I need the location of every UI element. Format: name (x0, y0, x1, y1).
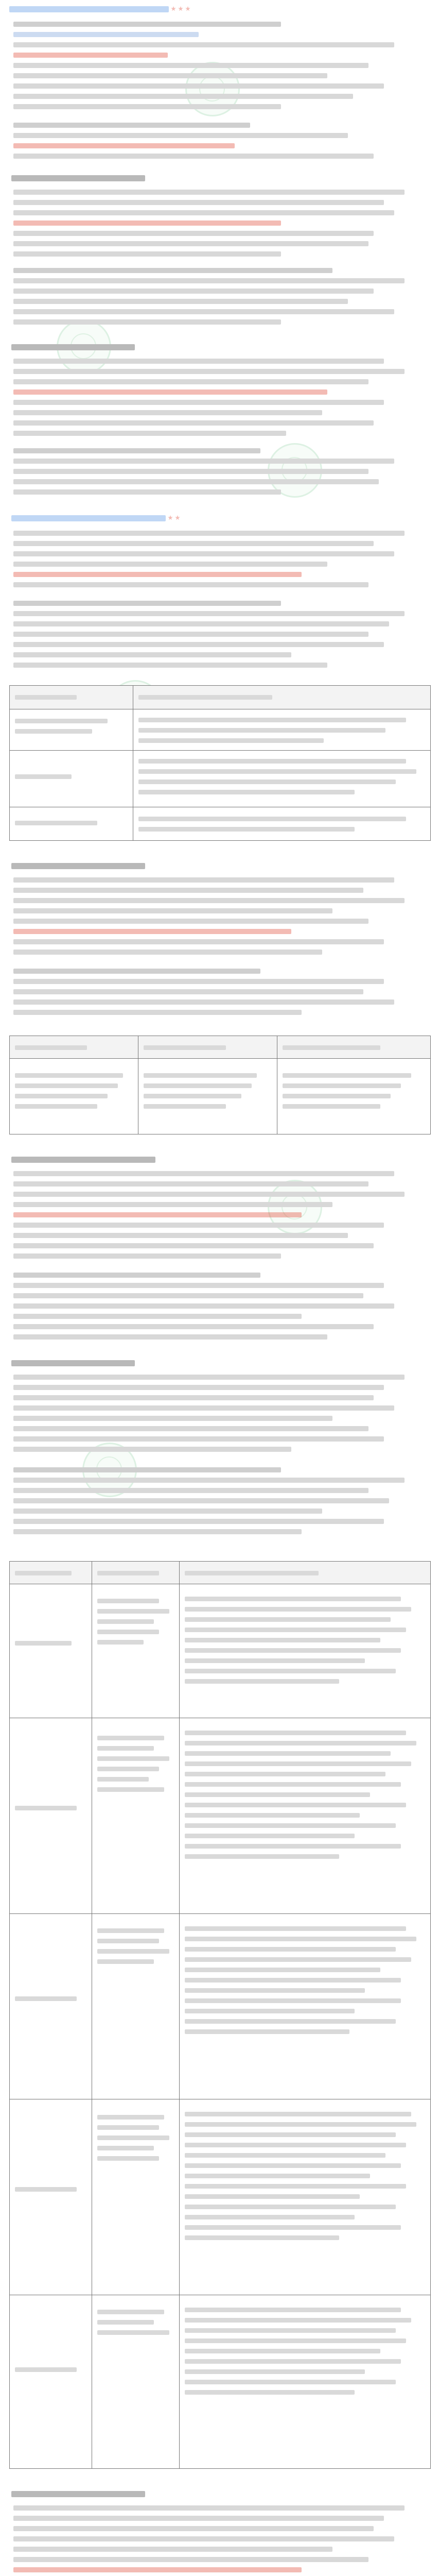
section-heading (11, 515, 166, 521)
table-header-cell (133, 686, 430, 709)
table-cell-text (185, 2225, 401, 2230)
table-cell-text (97, 1959, 154, 1964)
section-heading (11, 863, 145, 869)
table-cell-text (185, 1751, 391, 1756)
list-item (13, 1303, 394, 1309)
table-cell-text (185, 1782, 401, 1787)
table-cell-text (185, 2205, 396, 2209)
paragraph (13, 2547, 332, 2552)
paragraph (13, 123, 250, 128)
table-cell-text (15, 719, 108, 723)
paragraph (13, 1223, 384, 1228)
table-cell-text (185, 2308, 401, 2312)
paragraph (13, 200, 384, 205)
paragraph (13, 919, 368, 924)
table-cell-text (185, 1988, 365, 1993)
table-cell (180, 2295, 430, 2468)
table-cell-text (185, 1607, 411, 1612)
table-cell-text (185, 2184, 406, 2189)
list-item (13, 999, 394, 1005)
table-cell-text (185, 1638, 380, 1642)
page-title (9, 6, 169, 12)
paragraph (13, 133, 348, 138)
table-cell (10, 2099, 92, 2295)
paragraph (13, 1416, 332, 1421)
table-cell-text (144, 1083, 252, 1088)
list-item (13, 1324, 374, 1329)
paragraph (13, 1426, 368, 1431)
table-header-cell (277, 1036, 430, 1059)
table-cell-text (97, 1767, 159, 1771)
table-cell-text (138, 827, 355, 832)
table-cell-text (97, 1777, 149, 1782)
table-cell-text (185, 2380, 396, 2384)
table-cell (180, 1718, 430, 1914)
table-1 (9, 685, 431, 841)
list-item (13, 479, 379, 484)
table-cell (10, 1718, 92, 1914)
table-cell-text (97, 2320, 154, 2325)
table-cell-text (185, 1772, 385, 1776)
paragraph (13, 42, 394, 47)
paragraph-highlight (13, 143, 235, 148)
table-cell-text (185, 1957, 411, 1962)
list-item (13, 299, 348, 304)
paragraph (13, 231, 374, 236)
table-cell-text (185, 1844, 401, 1849)
table-cell-text (97, 1609, 169, 1614)
table-cell-text (283, 1094, 391, 1098)
list-item (13, 459, 394, 464)
table-cell-text (185, 2153, 385, 2158)
table-cell-text (138, 728, 385, 733)
paragraph (13, 379, 368, 384)
star-icon (185, 6, 190, 11)
section-heading (11, 175, 145, 181)
paragraph (13, 104, 281, 109)
paragraph (13, 190, 405, 195)
paragraph (13, 1171, 394, 1176)
table-cell-text (185, 1968, 380, 1972)
table-cell-text (185, 2019, 396, 2024)
table-3 (9, 1561, 431, 2469)
list-item (13, 969, 260, 974)
table-cell-text (97, 1640, 144, 1645)
table-header-text (15, 695, 77, 700)
table-cell-text (185, 2235, 339, 2240)
paragraph-highlight (13, 32, 199, 37)
paragraph-highlight (13, 929, 291, 934)
table-2 (9, 1036, 431, 1134)
table-cell (133, 751, 430, 807)
paragraph (13, 1436, 384, 1442)
paragraph (13, 83, 384, 89)
paragraph (13, 939, 384, 944)
list-item (13, 663, 327, 668)
table-cell (10, 807, 133, 840)
table-cell-text (185, 1679, 339, 1684)
table-cell-text (185, 1761, 411, 1766)
table-cell-text (185, 2338, 406, 2343)
list-item (13, 289, 374, 294)
table-cell-text (185, 1597, 401, 1601)
table-cell-text (283, 1073, 411, 1078)
paragraph (13, 541, 374, 546)
paragraph (13, 551, 394, 556)
table-cell-text (138, 738, 324, 743)
table-header-text (185, 1571, 319, 1575)
paragraph (13, 562, 327, 567)
table-cell-text (138, 817, 406, 821)
table-cell-text (185, 2318, 411, 2323)
paragraph (13, 210, 394, 215)
paragraph (13, 94, 353, 99)
table-cell-text (97, 1756, 169, 1761)
list-item (13, 309, 394, 314)
paragraph (13, 154, 374, 159)
table-cell-text (97, 2330, 169, 2335)
paragraph-highlight (13, 221, 281, 226)
table-cell-text (185, 2143, 406, 2147)
list-item (13, 319, 281, 325)
table-cell (10, 709, 133, 751)
table-cell (92, 1718, 180, 1914)
table-header-cell (138, 1036, 277, 1059)
table-cell-text (283, 1104, 380, 1109)
paragraph (13, 1253, 281, 1259)
paragraph (13, 950, 322, 955)
table-cell-text (185, 2390, 355, 2395)
list-item (13, 632, 368, 637)
star-icon (178, 6, 183, 11)
table-cell-text (15, 1104, 97, 1109)
paragraph (13, 22, 281, 27)
table-cell (180, 2099, 430, 2295)
list-item (13, 1478, 405, 1483)
table-header-cell (10, 686, 133, 709)
section-heading (11, 1157, 155, 1163)
table-cell-text (144, 1073, 257, 1078)
paragraph (13, 2505, 405, 2511)
table-cell-text (185, 2215, 355, 2219)
paragraph-highlight (13, 53, 168, 58)
table-cell-text (185, 1669, 396, 1673)
paragraph (13, 1202, 332, 1207)
table-header-cell (92, 1562, 180, 1584)
paragraph (13, 908, 332, 913)
section-heading (11, 2491, 145, 2497)
table-cell (10, 1584, 92, 1718)
star-icon (175, 515, 180, 520)
table-cell-text (185, 1731, 406, 1735)
list-item (13, 1283, 384, 1288)
list-item (13, 1273, 260, 1278)
table-cell-text (15, 774, 72, 779)
paragraph (13, 877, 394, 883)
paragraph-highlight (13, 1212, 302, 1217)
paragraph (13, 410, 322, 415)
table-cell-text (185, 2369, 365, 2374)
table-cell-text (185, 1617, 391, 1622)
table-cell-text (15, 1083, 118, 1088)
table-cell-text (15, 1073, 123, 1078)
table-cell (92, 2099, 180, 2295)
paragraph (13, 1385, 384, 1390)
table-cell-text (185, 1937, 416, 1941)
table-cell-text (185, 1658, 365, 1663)
table-cell-text (138, 759, 406, 764)
table-cell (133, 807, 430, 840)
list-item (13, 611, 405, 616)
table-cell-text (185, 2359, 401, 2364)
table-cell-text (138, 769, 416, 774)
paragraph (13, 2526, 374, 2531)
list-item (13, 1519, 384, 1524)
paragraph (13, 1375, 405, 1380)
list-item (13, 652, 291, 657)
table-cell-text (185, 2132, 396, 2137)
table-cell-text (185, 2112, 411, 2116)
paragraph (13, 888, 363, 893)
table-cell-text (185, 1803, 406, 1807)
table-cell-text (283, 1083, 401, 1088)
table-cell-text (97, 1599, 159, 1603)
paragraph-highlight (13, 572, 302, 577)
table-cell-text (185, 1628, 406, 1632)
table-cell-text (97, 1928, 164, 1933)
paragraph (13, 582, 368, 587)
list-item (13, 489, 281, 495)
paragraph (13, 251, 281, 257)
table-cell-text (185, 1823, 396, 1828)
list-item (13, 1314, 302, 1319)
table-cell (92, 1914, 180, 2099)
paragraph (13, 420, 374, 426)
paragraph (13, 73, 327, 78)
list-item (13, 621, 389, 626)
paragraph (13, 2516, 384, 2521)
table-header-text (283, 1045, 380, 1050)
table-header-text (144, 1045, 226, 1050)
table-cell-text (138, 779, 396, 784)
table-cell-text (97, 2136, 169, 2140)
table-cell-text (15, 1094, 108, 1098)
paragraph (13, 1192, 405, 1197)
table-cell-text (97, 1949, 169, 1954)
paragraph (13, 531, 405, 536)
table-cell-text (185, 2328, 396, 2333)
list-item (13, 601, 281, 606)
section-heading (11, 344, 135, 350)
table-header-text (138, 695, 272, 700)
table-cell-text (15, 821, 97, 825)
paragraph (13, 431, 286, 436)
list-item (13, 1498, 389, 1503)
table-cell-text (185, 2122, 416, 2127)
list-item (13, 979, 384, 984)
list-item (13, 989, 363, 994)
table-cell-text (97, 2310, 164, 2314)
star-icon (171, 6, 176, 11)
paragraph (13, 400, 384, 405)
table-cell-text (185, 1998, 401, 2003)
list-item (13, 1467, 281, 1472)
list-item (13, 1293, 363, 1298)
table-cell-text (185, 2163, 401, 2168)
table-cell-text (185, 1978, 401, 1982)
table-cell-text (138, 718, 406, 722)
list-item (13, 278, 405, 283)
table-header-cell (180, 1562, 430, 1584)
table-cell-text (185, 1947, 396, 1952)
table-cell-text (97, 1787, 164, 1792)
table-cell-text (138, 790, 355, 794)
table-cell-text (97, 1939, 159, 1943)
paragraph-highlight (13, 389, 327, 395)
table-cell (10, 751, 133, 807)
list-item (13, 469, 368, 474)
table-header-cell (10, 1562, 92, 1584)
table-cell-text (15, 729, 92, 734)
list-item (13, 448, 260, 453)
list-item (13, 1509, 322, 1514)
table-cell (180, 1584, 430, 1718)
table-cell-text (185, 1648, 401, 1653)
paragraph-highlight (13, 2567, 302, 2572)
table-cell-text (15, 2187, 77, 2192)
list-item (13, 642, 384, 647)
table-cell (10, 1059, 138, 1134)
table-cell-text (185, 1926, 406, 1931)
paragraph (13, 359, 384, 364)
list-item (13, 268, 332, 273)
table-cell (92, 1584, 180, 1718)
table-cell-text (144, 1094, 241, 1098)
table-cell (138, 1059, 277, 1134)
table-cell-text (185, 1792, 370, 1797)
table-cell (277, 1059, 430, 1134)
paragraph (13, 369, 405, 374)
table-header-text (97, 1571, 159, 1575)
table-header-text (15, 1571, 72, 1575)
table-cell-text (97, 2125, 159, 2130)
paragraph (13, 1233, 348, 1238)
table-cell-text (15, 1806, 77, 1810)
table-cell (133, 709, 430, 751)
list-item (13, 1529, 302, 1534)
paragraph (13, 1395, 374, 1400)
list-item (13, 1334, 327, 1340)
table-header-text (15, 1045, 87, 1050)
table-cell (92, 2295, 180, 2468)
table-cell-text (15, 2367, 77, 2372)
paragraph (13, 1243, 374, 1248)
table-cell-text (97, 1619, 154, 1624)
list-item (13, 1488, 368, 1493)
table-cell-text (97, 2146, 154, 2150)
paragraph (13, 1181, 368, 1187)
paragraph (13, 1447, 291, 1452)
paragraph (13, 63, 368, 68)
table-cell-text (185, 2194, 360, 2199)
table-cell (180, 1914, 430, 2099)
table-cell-text (185, 2349, 380, 2353)
table-cell-text (185, 1741, 416, 1745)
list-item (13, 1010, 302, 1015)
table-cell-text (97, 2156, 159, 2161)
table-cell-text (185, 1834, 355, 1838)
paragraph (13, 1405, 394, 1411)
paragraph (13, 241, 368, 246)
table-cell-text (185, 2174, 370, 2178)
table-cell-text (185, 2009, 355, 2013)
table-cell-text (15, 1996, 77, 2001)
table-cell (10, 1914, 92, 2099)
table-cell-text (185, 2029, 349, 2034)
table-cell-text (185, 1813, 360, 1818)
table-cell-text (144, 1104, 226, 1109)
paragraph (13, 898, 405, 903)
table-cell-text (97, 2115, 164, 2120)
paragraph (13, 2536, 394, 2541)
table-cell-text (97, 1746, 154, 1751)
table-cell-text (97, 1736, 164, 1740)
table-cell-text (185, 1854, 339, 1859)
paragraph (13, 2557, 368, 2562)
table-cell-text (15, 1641, 72, 1646)
section-heading (11, 1360, 135, 1366)
star-icon (168, 515, 173, 520)
table-header-cell (10, 1036, 138, 1059)
table-cell (10, 2295, 92, 2468)
table-cell-text (97, 1630, 159, 1634)
